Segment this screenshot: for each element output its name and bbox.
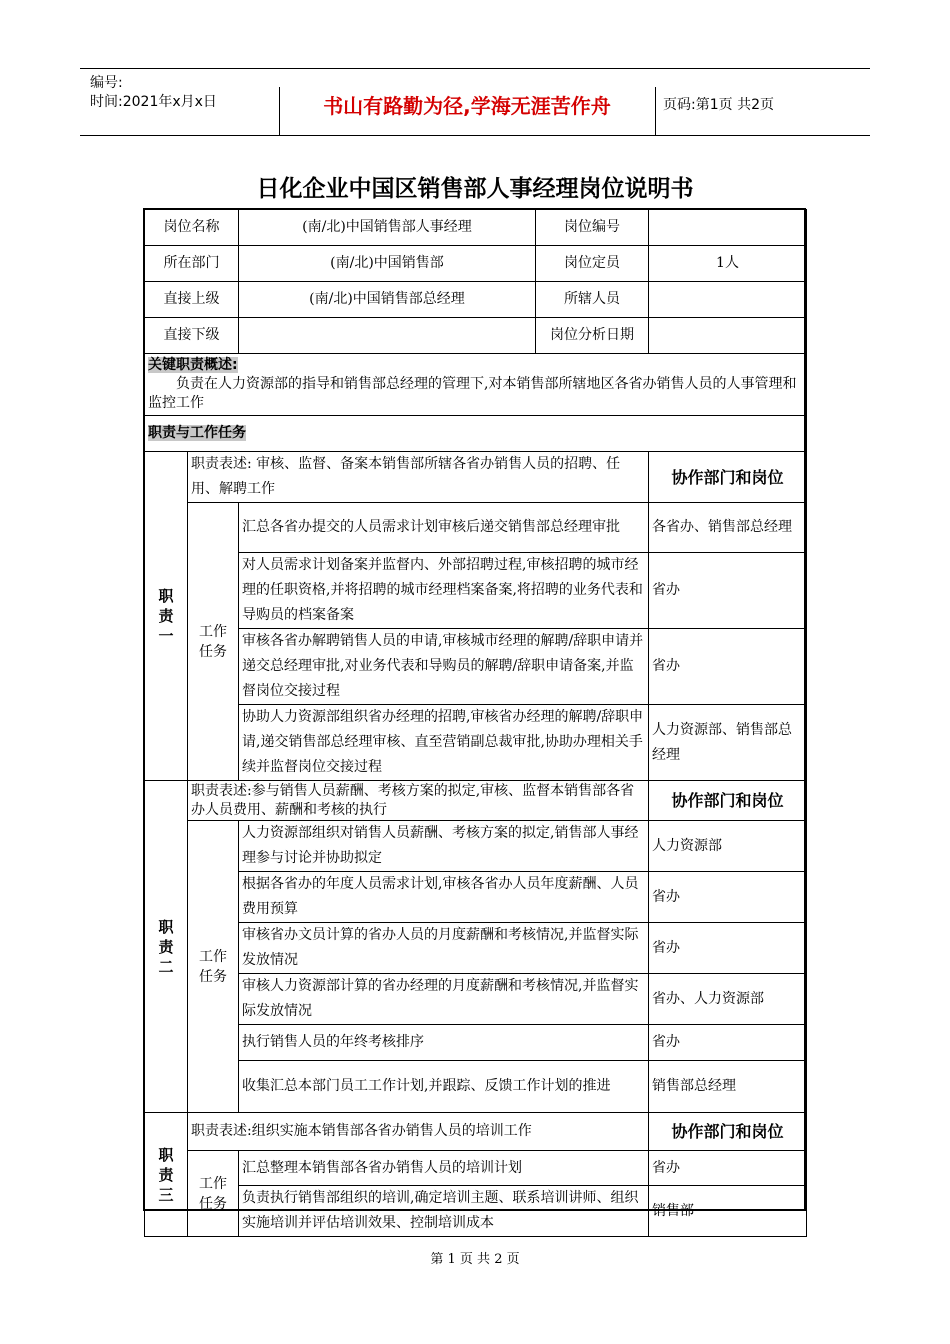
header-page-label: 页码:第1页 共2页: [663, 97, 774, 113]
table-row: [145, 282, 807, 318]
collab-header: 协作部门和岗位: [649, 1113, 807, 1151]
task-label-text: 工作任务: [199, 948, 227, 985]
duty-label-text: 职责一: [158, 587, 174, 645]
collab-header: 协作部门和岗位: [649, 781, 807, 821]
task-text: 根据各省办的年度人员需求计划,审核各省办人员年度薪酬、人员费用预算: [239, 872, 649, 923]
subordinate-label: 直接下级: [145, 318, 239, 354]
duty-label-text: 职责二: [158, 917, 174, 976]
table-row: [145, 705, 807, 781]
superior-value: (南/北)中国销售部总经理: [239, 282, 536, 318]
table-row: [145, 354, 807, 416]
task-label: [188, 821, 239, 1113]
task-collab: 省办: [649, 1151, 807, 1186]
table-row: [145, 1025, 807, 1061]
task-label-text: 工作任务: [199, 623, 227, 660]
table-row: [145, 318, 807, 354]
position-name-label: 岗位名称: [145, 210, 239, 246]
header-top-rule: [80, 68, 870, 69]
task-collab: 省办: [649, 1025, 807, 1061]
duty-label: [145, 1113, 188, 1237]
task-text: 审核各省办解聘销售人员的申请,审核城市经理的解聘/辞职申请并递交总经理审批,对业务代表和导购员的解聘/辞职申请备案,并监督岗位交接过程: [239, 629, 649, 705]
task-text: 执行销售人员的年终考核排序: [239, 1025, 649, 1061]
task-text: 协助人力资源部组织省办经理的招聘,审核省办经理的解聘/辞职申请,递交销售部总经理审核、直至营销副总裁审批,协助办理相关手续并监督岗位交接过程: [239, 705, 649, 781]
summary-label: 关键职责概述:: [148, 357, 238, 373]
document-title: 日化企业中国区销售部人事经理岗位说明书: [256, 176, 694, 202]
task-collab: 人力资源部、销售部总经理: [649, 705, 807, 781]
task-collab: 人力资源部: [649, 821, 807, 872]
position-code-value: [649, 210, 807, 246]
page-footer: 第 1 页 共 2 页: [430, 1252, 520, 1267]
table-row: [145, 210, 807, 246]
task-text: 审核人力资源部计算的省办经理的月度薪酬和考核情况,并监督实际发放情况: [239, 974, 649, 1025]
table-row: [145, 553, 807, 629]
duty-label: [145, 452, 188, 781]
duty-statement: 职责表述:参与销售人员薪酬、考核方案的拟定,审核、监督本销售部各省办人员费用、薪酬和考核的执行: [188, 781, 649, 821]
table-row: [145, 1113, 807, 1151]
task-label: [188, 1151, 239, 1237]
task-label-text: 工作任务: [199, 1175, 227, 1212]
task-text: 汇总各省办提交的人员需求计划审核后递交销售部总经理审批: [239, 503, 649, 553]
task-text: 审核省办文员计算的省办人员的月度薪酬和考核情况,并监督实际发放情况: [239, 923, 649, 974]
table-row: [145, 923, 807, 974]
subordinates-count-label: 所辖人员: [536, 282, 649, 318]
analysis-date-label: 岗位分析日期: [536, 318, 649, 354]
task-text: 汇总整理本销售部各省办销售人员的培训计划: [239, 1151, 649, 1186]
table-row: [145, 629, 807, 705]
document-code-label: 编号:: [90, 75, 123, 91]
superior-label: 直接上级: [145, 282, 239, 318]
subordinates-count-value: [649, 282, 807, 318]
table-row: [145, 1151, 807, 1186]
summary-text: 负责在人力资源部的指导和销售部总经理的管理下,对本销售部所辖地区各省办销售人员的人事管理和监控工作: [148, 376, 797, 411]
task-label: [188, 503, 239, 781]
task-collab: 销售部: [649, 1186, 807, 1237]
header-divider: [655, 87, 656, 135]
headcount-value: 1人: [649, 246, 807, 282]
duty-statement: 职责表述:组织实施本销售部各省办销售人员的培训工作: [188, 1113, 649, 1151]
task-collab: 省办: [649, 629, 807, 705]
task-collab: 省办、人力资源部: [649, 974, 807, 1025]
duties-section-cell: [145, 416, 807, 452]
duties-section-label: 职责与工作任务: [148, 425, 246, 441]
position-name-value: (南/北)中国销售部人事经理: [239, 210, 536, 246]
summary-cell: [145, 354, 807, 416]
table-row: [145, 503, 807, 553]
duty-label: [145, 781, 188, 1113]
subordinate-value: [239, 318, 536, 354]
table-row: [145, 416, 807, 452]
task-collab: 销售部总经理: [649, 1061, 807, 1113]
department-label: 所在部门: [145, 246, 239, 282]
task-collab: 省办: [649, 553, 807, 629]
job-description-table: [144, 209, 807, 1237]
task-text: 负责执行销售部组织的培训,确定培训主题、联系培训讲师、组织实施培训并评估培训效果、控制培训成本: [239, 1186, 649, 1237]
headcount-label: 岗位定员: [536, 246, 649, 282]
collab-header: 协作部门和岗位: [649, 452, 807, 503]
department-value: (南/北)中国销售部: [239, 246, 536, 282]
task-collab: 省办: [649, 923, 807, 974]
duty-label-text: 职责三: [158, 1145, 174, 1204]
table-row: [145, 781, 807, 821]
analysis-date-value: [649, 318, 807, 354]
table-row: [145, 452, 807, 503]
position-code-label: 岗位编号: [536, 210, 649, 246]
duty-statement: 职责表述: 审核、监督、备案本销售部所辖各省办销售人员的招聘、任用、解聘工作: [188, 452, 649, 503]
table-row: [145, 1061, 807, 1113]
task-text: 收集汇总本部门员工工作计划,并跟踪、反馈工作计划的推进: [239, 1061, 649, 1113]
document-time-label: 时间:2021年x月x日: [90, 94, 217, 110]
table-row: [145, 1186, 807, 1237]
table-row: [145, 974, 807, 1025]
header-bottom-rule: [80, 135, 870, 136]
table-row: [145, 821, 807, 872]
task-collab: 各省办、销售部总经理: [649, 503, 807, 553]
header-motto: 书山有路勤为径,学海无涯苦作舟: [323, 94, 611, 118]
table-row: [145, 872, 807, 923]
task-collab: 省办: [649, 872, 807, 923]
task-text: 对人员需求计划备案并监督内、外部招聘过程,审核招聘的城市经理的任职资格,并将招聘的城市经理档案备案,将招聘的业务代表和导购员的档案备案: [239, 553, 649, 629]
table-row: [145, 246, 807, 282]
task-text: 人力资源部组织对销售人员薪酬、考核方案的拟定,销售部人事经理参与讨论并协助拟定: [239, 821, 649, 872]
